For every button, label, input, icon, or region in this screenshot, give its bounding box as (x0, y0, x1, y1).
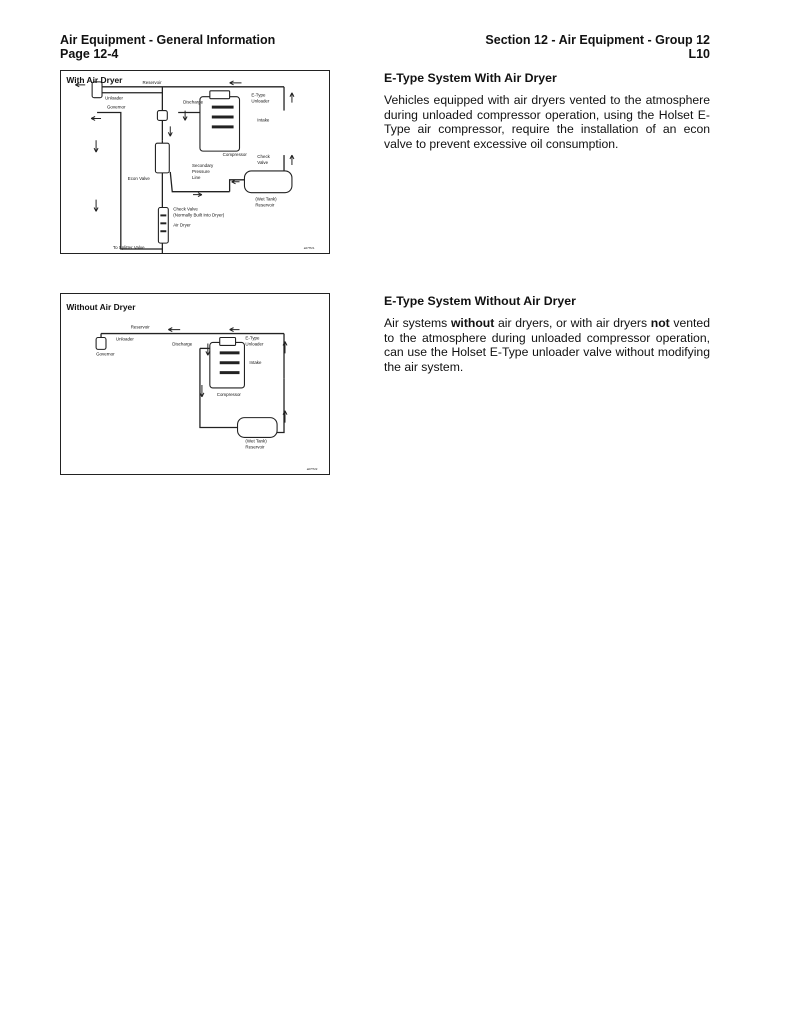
emphasis-without: without (450, 316, 495, 330)
figure2-code: a07f722 (306, 467, 318, 472)
figure1-label-check-valve-dryer-1: Check Valve (173, 206, 198, 212)
figure2-label-unloader: Unloader (115, 336, 134, 342)
figure1-label-etype: E-Type (251, 92, 266, 98)
figure1-label-secondary-1: Secondary (192, 162, 214, 168)
header-group-title: Section 12 - Air Equipment - Group 12 (485, 33, 710, 47)
diagram-with-air-dryer-svg (61, 71, 329, 253)
figure1-label-secondary-2: Pressure (192, 168, 210, 174)
diagram-without-air-dryer (60, 293, 330, 475)
figure1-label-check-valve-1: Check (257, 154, 270, 160)
figure1-label-reservoir: Reservoir (142, 79, 162, 85)
section-heading: E-Type System Without Air Dryer (384, 294, 576, 308)
figure2-label-etype: E-Type (245, 335, 260, 341)
emphasis-not: not (650, 316, 670, 330)
engine-model: L10 (688, 47, 710, 61)
body-text: vented to the atmosphere during unloaded compressor operation, can use the Holset E-Type unloader valve without modifying the air system. (384, 316, 710, 374)
figure2-label-etype-unloader: Unloader (245, 341, 264, 347)
section-body (384, 316, 710, 374)
diagram-without-air-dryer-svg (61, 294, 329, 474)
figure1-label-secondary-3: Line (192, 174, 201, 180)
header-section-title: Air Equipment - General Information (60, 33, 276, 47)
figure2-title: Without Air Dryer (66, 301, 136, 312)
figure2-label-wet-tank-2: Reservoir (245, 444, 265, 450)
figure1-label-check-valve-2: Valve (257, 159, 269, 165)
figure2-label-governor: Governor (96, 351, 115, 357)
page-header-right (485, 33, 710, 61)
section-body: Vehicles equipped with air dryers vented to the atmosphere during unloaded compressor operation, using the Holset E-Type air compressor, require the installation of an econ valve to prevent excessive oil consumption. (384, 93, 710, 151)
figure2-label-intake: Intake (249, 360, 262, 366)
figure1-label-econ-valve: Econ Valve (127, 175, 150, 181)
section-heading: E-Type System With Air Dryer (384, 71, 557, 85)
diagram-with-air-dryer (60, 70, 330, 254)
figure2-label-compressor: Compressor (216, 391, 241, 397)
figure1-label-air-dryer: Air Dryer (173, 222, 191, 228)
figure1-code: a07f721 (303, 246, 315, 251)
figure1-label-intake: Intake (257, 117, 270, 123)
figure1-label-discharge: Discharge (183, 99, 204, 105)
figure1-label-etype-unloader: Unloader (251, 98, 270, 104)
figure1-label-splitter: To Splitter Valve (112, 245, 145, 251)
figure1-label-unloader: Unloader (104, 95, 124, 101)
body-text: Air systems (384, 316, 451, 330)
figure2-label-wet-tank-1: (Wet Tank) (245, 438, 267, 444)
figure1-label-compressor: Compressor (222, 152, 247, 158)
figure1-label-check-valve-dryer-2: (Normally Built Into Dryer) (173, 212, 225, 218)
figure1-label-governor: Governor (106, 104, 126, 110)
figure2-label-reservoir: Reservoir (130, 324, 150, 330)
section-with-air-dryer (384, 71, 710, 151)
figure1-label-wet-tank-2: Reservoir (255, 202, 275, 208)
section-without-air-dryer (384, 294, 710, 374)
figure1-title: With Air Dryer (66, 74, 123, 85)
figure1-label-wet-tank-1: (Wet Tank) (255, 196, 277, 202)
page-header-left (60, 33, 275, 61)
page-number: Page 12-4 (60, 47, 119, 61)
body-text: air dryers, or with air dryers (494, 316, 651, 330)
figure2-label-discharge: Discharge (172, 341, 193, 347)
